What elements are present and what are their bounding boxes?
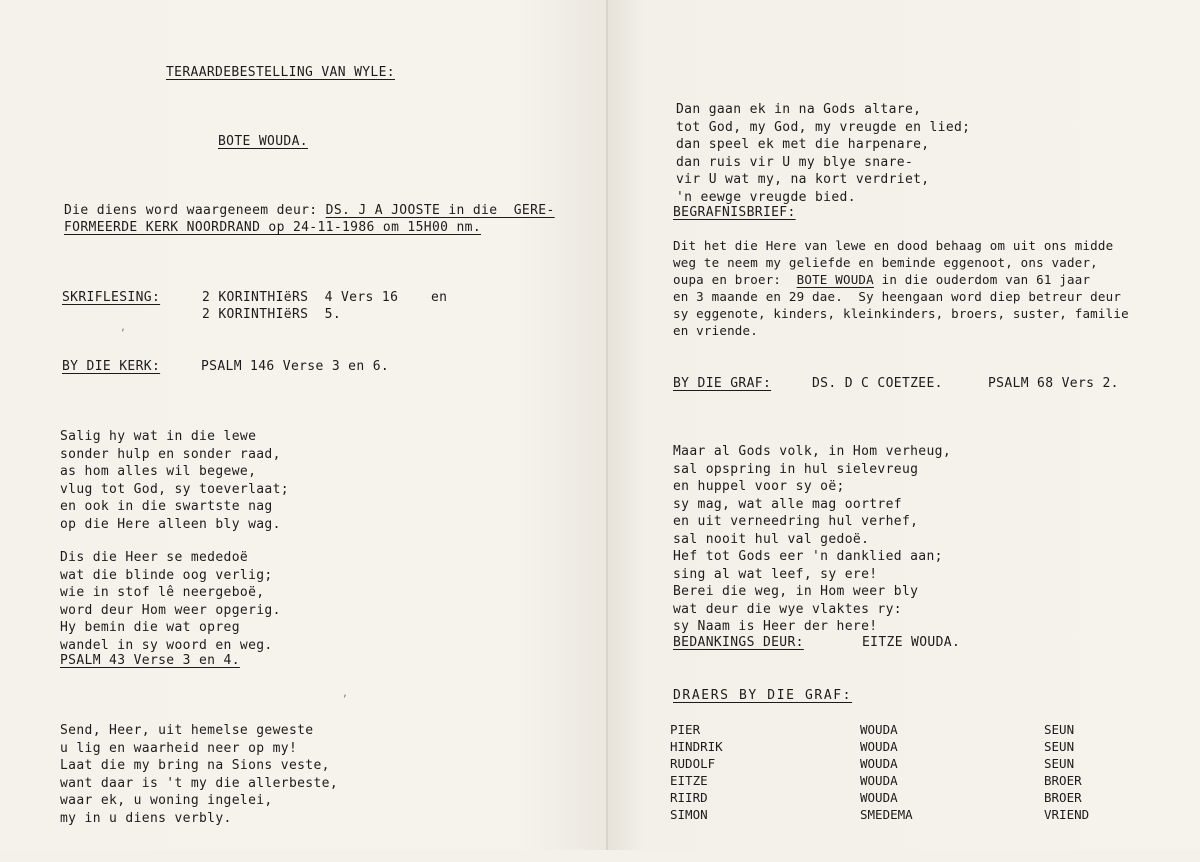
psalm-68-verse: Maar al Gods volk, in Hom verheug, sal opspring in hul sielevreug en huppel voor sy oë; sy mag, wat alle mag oortref en uit verneedring hul verhef, sal nooit hul val gedoë. Hef tot Gods eer 'n danklied aan; sing al wat leef, sy ere! Berei die weg, in Hom weer bly wat deur die wye vlaktes ry: sy Naam is Heer der here! (673, 444, 952, 634)
burial-letter-line-4: en 3 maande en 29 dae. Sy heengaan word diep betreur deur (673, 289, 1122, 304)
bearer-surname: WOUDA (860, 773, 898, 788)
bearer-first-name: RUDOLF (670, 756, 716, 771)
burial-letter-heading: BEGRAFNISBRIEF: (673, 205, 796, 220)
bearer-surname: SMEDEMA (860, 807, 913, 822)
bearer-surname: WOUDA (860, 790, 898, 805)
bearer-relation: SEUN (1044, 739, 1075, 754)
burial-letter-line-1: Dit het die Here van lewe en dood behaag om uit ons midde (673, 238, 1114, 253)
church-psalm: PSALM 146 Verse 3 en 6. (201, 359, 390, 374)
funeral-title: TERAARDEBESTELLING VAN WYLE: (166, 65, 395, 80)
psalm-43-verse: Send, Heer, uit hemelse geweste u lig en waarheid neer op my! Laat die my bring na Sions veste, want daar is 't my die allerbeste, waar ek, u woning ingelei, my in u diens verbly. (60, 723, 339, 826)
scripture-line-2: 2 KORINTHIëRS 5. (202, 307, 342, 322)
thanks-name: EITZE WOUDA. (862, 635, 961, 650)
grave-psalm: PSALM 68 Vers 2. (988, 376, 1119, 391)
deceased-name: BOTE WOUDA. (218, 134, 308, 149)
table-row (670, 755, 1124, 772)
bearers-heading: DRAERS BY DIE GRAF: (673, 688, 853, 703)
bearer-surname: WOUDA (860, 722, 898, 737)
psalm-146-verse-3: Salig hy wat in die lewe sonder hulp en sonder raad, as hom alles wil begewe, vlug tot God, sy toeverlaat; en ook in die swartste nag op die Here alleen bly wag. (60, 429, 289, 532)
grave-heading: BY DIE GRAF: (673, 376, 772, 391)
burial-letter-line-6: en vriende. (673, 323, 758, 338)
bearer-first-name: PIER (670, 722, 701, 737)
bearer-relation: VRIEND (1044, 807, 1090, 822)
grave-minister: DS. D C COETZEE. (812, 376, 943, 391)
service-line-1: Die diens word waargeneem deur: DS. J A JOOSTE in die GERE- (64, 203, 555, 218)
scripture-heading: SKRIFLESING: (62, 290, 161, 305)
service-line-2: FORMEERDE KERK NOORDRAND op 24-11-1986 om 15H00 nm. (64, 220, 482, 235)
bearers-table (670, 721, 1124, 823)
left-page (0, 0, 608, 850)
table-row (670, 772, 1124, 789)
psalm-146-verse-6: Dis die Heer se mededoë wat die blinde oog verlig; wie in stof lê neergeboë, word deur Hom weer opgerig. Hy bemin die wat opreg wandel in sy woord en weg. (60, 550, 281, 653)
table-row (670, 806, 1124, 823)
bearer-relation: SEUN (1044, 722, 1075, 737)
thanks-heading: BEDANKINGS DEUR: (673, 635, 804, 650)
bearer-first-name: SIMON (670, 807, 708, 822)
paper-speck: , (342, 688, 349, 699)
burial-letter-line-5: sy eggenote, kinders, kleinkinders, broers, suster, familie (673, 306, 1129, 321)
table-row (670, 738, 1124, 755)
table-row (670, 721, 1124, 738)
bearer-first-name: HINDRIK (670, 739, 723, 754)
burial-letter-line-3: oupa en broer: BOTE WOUDA in die ouderdom van 61 jaar (673, 272, 1091, 287)
church-heading: BY DIE KERK: (62, 359, 161, 374)
scripture-line-1: 2 KORINTHIëRS 4 Vers 16 en (202, 290, 448, 305)
bearer-relation: SEUN (1044, 756, 1075, 771)
psalm-43-verse-continued: Dan gaan ek in na Gods altare, tot God, my God, my vreugde en lied; dan speel ek met die harpenare, dan ruis vir U my blye snare- vir U wat my, na kort verdriet, 'n eewge vreugde bied. (676, 102, 971, 205)
bearer-relation: BROER (1044, 790, 1082, 805)
table-row (670, 789, 1124, 806)
bearer-first-name: RIIRD (670, 790, 708, 805)
bearer-first-name: EITZE (670, 773, 708, 788)
bearer-surname: WOUDA (860, 739, 898, 754)
burial-letter-line-2: weg te neem my geliefde en beminde eggenoot, ons vader, (673, 255, 1098, 270)
paper-speck: , (120, 322, 127, 333)
psalm-43-heading: PSALM 43 Verse 3 en 4. (60, 653, 240, 668)
bearer-relation: BROER (1044, 773, 1082, 788)
bearer-surname: WOUDA (860, 756, 898, 771)
